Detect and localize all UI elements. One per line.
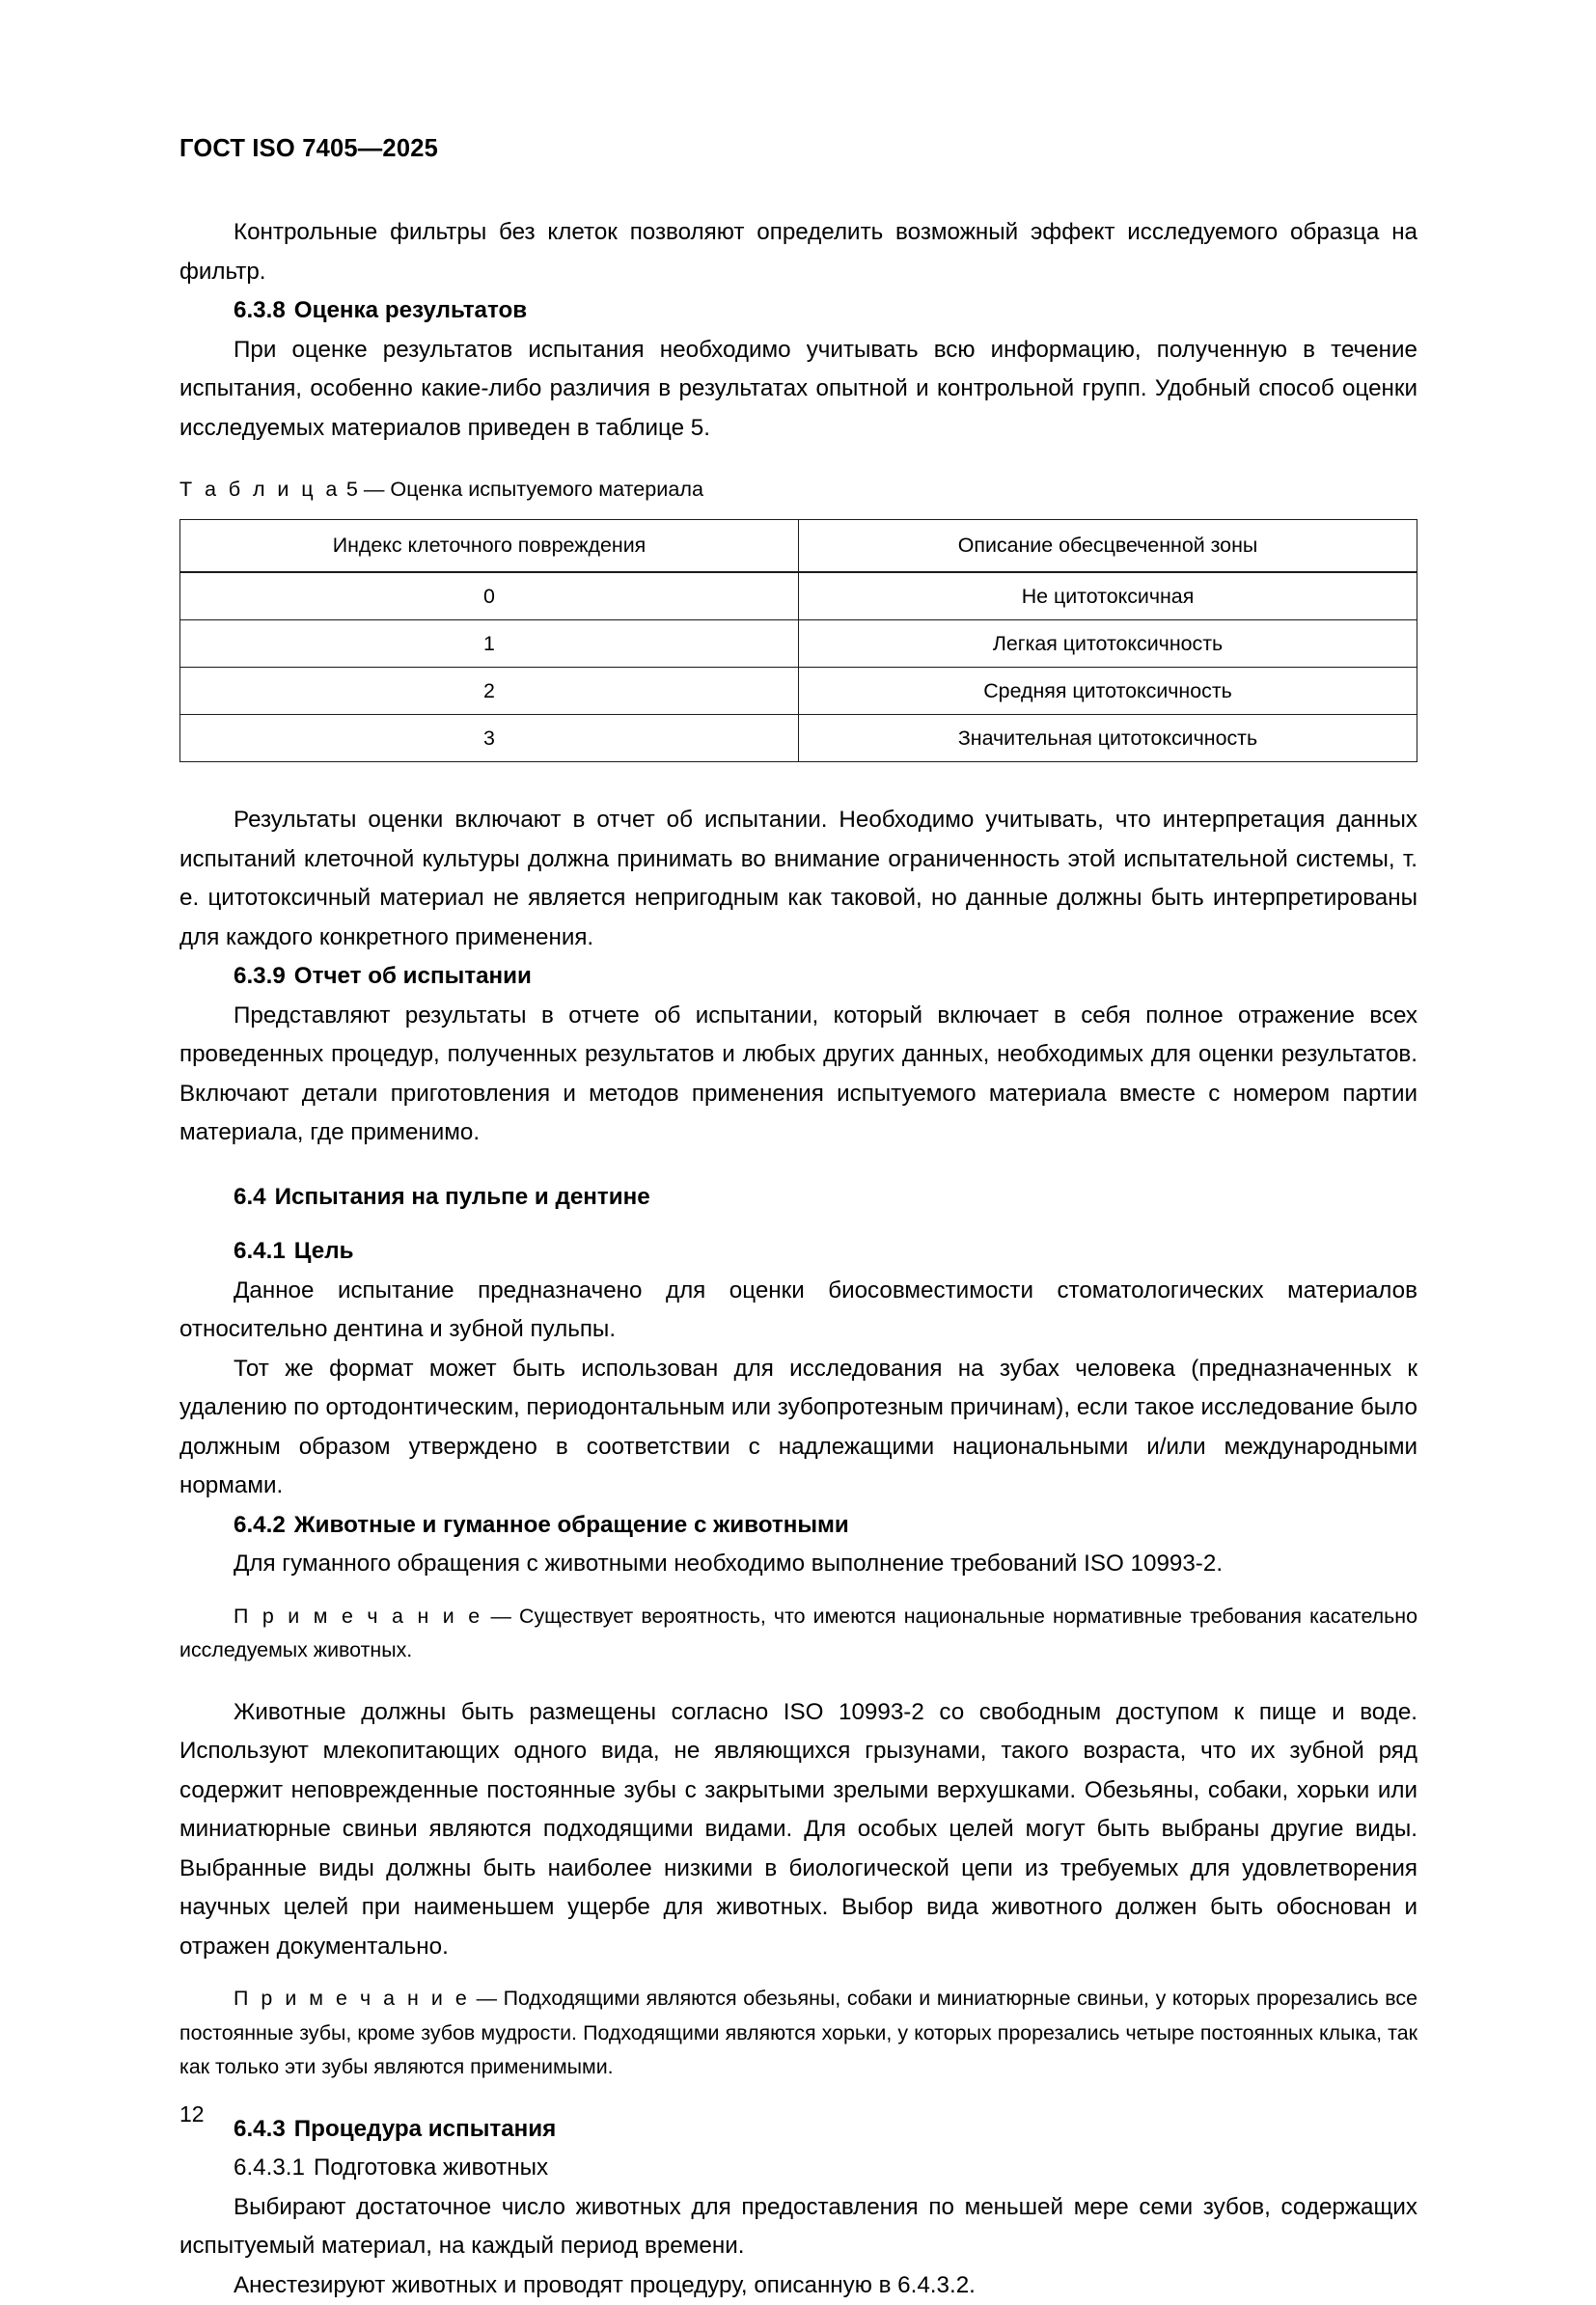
table-5-body (180, 572, 1417, 762)
heading-6-3-8-title: Оценка результатов (294, 297, 527, 323)
note-1 (179, 1600, 1417, 1668)
spacer (179, 1153, 1417, 1178)
table-cell-description: Не цитотоксичная (799, 572, 1417, 620)
paragraph-6-4-1-b: Тот же формат может быть использован для исследования на зубах человека (предназначенных к удалению по ортодонтическим, периодонтальным или зубопротезным причинам), если такое исследование было должным образом утверждено в соответствии с надлежащими национальными и/или международными нормами. (179, 1350, 1417, 1506)
spacer (179, 1966, 1417, 1982)
table-cell-index: 2 (180, 668, 799, 715)
table-caption-rest: 5 — Оценка испытуемого материала (346, 477, 703, 501)
table-5-head (180, 520, 1417, 573)
heading-6-3-8-number: 6.3.8 (234, 297, 286, 323)
table-header-cell-description: Описание обесцвеченной зоны (799, 520, 1417, 573)
table-row (180, 715, 1417, 762)
heading-6-4-3 (179, 2110, 1417, 2150)
note-2-text: — Подходящими являются обезьяны, собаки и миниатюрные свиньи, у которых прорезались все постоянные зубы, кроме зубов мудрости. Подходящими являются хорьки, у которых прорезались четыре постоянных клыка, так как только эти зубы являются применимыми. (179, 1987, 1417, 2078)
table-caption-label: Т а б л и ц а (179, 477, 341, 501)
paragraph-intro: Контрольные фильтры без клеток позволяют определить возможный эффект исследуемого образца на фильтр. (179, 213, 1417, 291)
heading-6-3-9-title: Отчет об испытании (294, 963, 532, 989)
table-cell-description: Легкая цитотоксичность (799, 620, 1417, 668)
heading-6-3-8 (179, 291, 1417, 331)
paragraph-6-4-1-a: Данное испытание предназначено для оценки биосовместимости стоматологических материалов относительно дентина и зубной пульпы. (179, 1272, 1417, 1350)
heading-6-4-2 (179, 1506, 1417, 1546)
table-cell-index: 1 (180, 620, 799, 668)
note-1-text: — Существует вероятность, что имеются национальные нормативные требования касательно исследуемых животных. (179, 1605, 1417, 1662)
page-number: 12 (179, 2101, 205, 2127)
note-1-label: П р и м е ч а н и е (234, 1605, 482, 1628)
heading-6-4-3-1 (179, 2149, 1417, 2188)
spacer (179, 1584, 1417, 1600)
table-cell-description: Средняя цитотоксичность (799, 668, 1417, 715)
heading-6-3-9 (179, 957, 1417, 997)
heading-6-4-2-title: Животные и гуманное обращение с животными (294, 1512, 849, 1538)
heading-6-4-1 (179, 1232, 1417, 1272)
table-cell-index: 0 (180, 572, 799, 620)
table-row (180, 668, 1417, 715)
table-row (180, 572, 1417, 620)
table-header-row (180, 520, 1417, 573)
heading-6-4-title: Испытания на пульпе и дентине (275, 1184, 650, 1210)
table-cell-index: 3 (180, 715, 799, 762)
paragraph-6-3-8: При оценке результатов испытания необходимо учитывать всю информацию, полученную в течение испытания, особенно какие-либо различия в результатах опытной и контрольной групп. Удобный способ оценки исследуемых материалов приведен в таблице 5. (179, 331, 1417, 449)
heading-6-4-2-number: 6.4.2 (234, 1512, 286, 1538)
heading-6-4-1-number: 6.4.1 (234, 1238, 286, 1264)
table-row (180, 620, 1417, 668)
paragraph-anesthesia: Анестезируют животных и проводят процедуру, описанную в 6.4.3.2. (179, 2266, 1417, 2305)
table-header-cell-index: Индекс клеточного повреждения (180, 520, 799, 573)
paragraph-animals: Животные должны быть размещены согласно ISO 10993-2 со свободным доступом к пище и воде. Используют млекопитающих одного вида, не являющихся грызунами, такого возраста, что их зубной ряд содержит неповрежденные постоянные зубы с закрытыми зрелыми верхушками. Обезьяны, собаки, хорьки или миниатюрные свиньи являются подходящими видами. Для особых целей могут быть выбраны другие виды. Выбранные виды должны быть наиболее низкими в биологической цепи из требуемых для удовлетворения научных целей при наименьшем ущербе для животных. Выбор вида животного должен быть обоснован и отражен документально. (179, 1693, 1417, 1967)
heading-6-4-3-1-number: 6.4.3.1 (234, 2154, 305, 2181)
heading-6-4 (179, 1178, 1417, 1218)
note-2-label: П р и м е ч а н и е (234, 1987, 470, 2010)
table-5-caption (179, 473, 1417, 506)
note-2 (179, 1982, 1417, 2085)
paragraph-after-table: Результаты оценки включают в отчет об испытании. Необходимо учитывать, что интерпретация данных испытаний клеточной культуры должна принимать во внимание ограниченность этой испытательной системы, т. е. цитотоксичный материал не является непригодным как таковой, но данные должны быть интерпретированы для каждого конкретного применения. (179, 801, 1417, 957)
paragraph-6-3-9: Представляют результаты в отчете об испытании, который включает в себя полное отражение всех проведенных процедур, полученных результатов и любых других данных, необходимых для оценки результатов. Включают детали приготовления и методов применения испытуемого материала вместе с номером партии материала, где применимо. (179, 997, 1417, 1153)
heading-6-4-3-number: 6.4.3 (234, 2116, 286, 2142)
paragraph-6-4-2: Для гуманного обращения с животными необходимо выполнение требований ISO 10993-2. (179, 1545, 1417, 1584)
table-cell-description: Значительная цитотоксичность (799, 715, 1417, 762)
table-5 (179, 519, 1417, 762)
spacer (179, 1668, 1417, 1693)
spacer (179, 762, 1417, 801)
heading-6-4-1-title: Цель (294, 1238, 354, 1264)
spacer (179, 448, 1417, 473)
page-content (179, 135, 1417, 2305)
heading-6-4-3-title: Процедура испытания (294, 2116, 556, 2142)
heading-6-4-3-1-title: Подготовка животных (314, 2154, 548, 2181)
spacer (179, 2085, 1417, 2110)
paragraph-6-4-3-1: Выбирают достаточное число животных для предоставления по меньшей мере семи зубов, содержащих испытуемый материал, на каждый период времени. (179, 2188, 1417, 2266)
document-header: ГОСТ ISO 7405—2025 (179, 135, 1417, 163)
heading-6-4-number: 6.4 (234, 1184, 266, 1210)
heading-6-3-9-number: 6.3.9 (234, 963, 286, 989)
spacer (179, 1217, 1417, 1232)
